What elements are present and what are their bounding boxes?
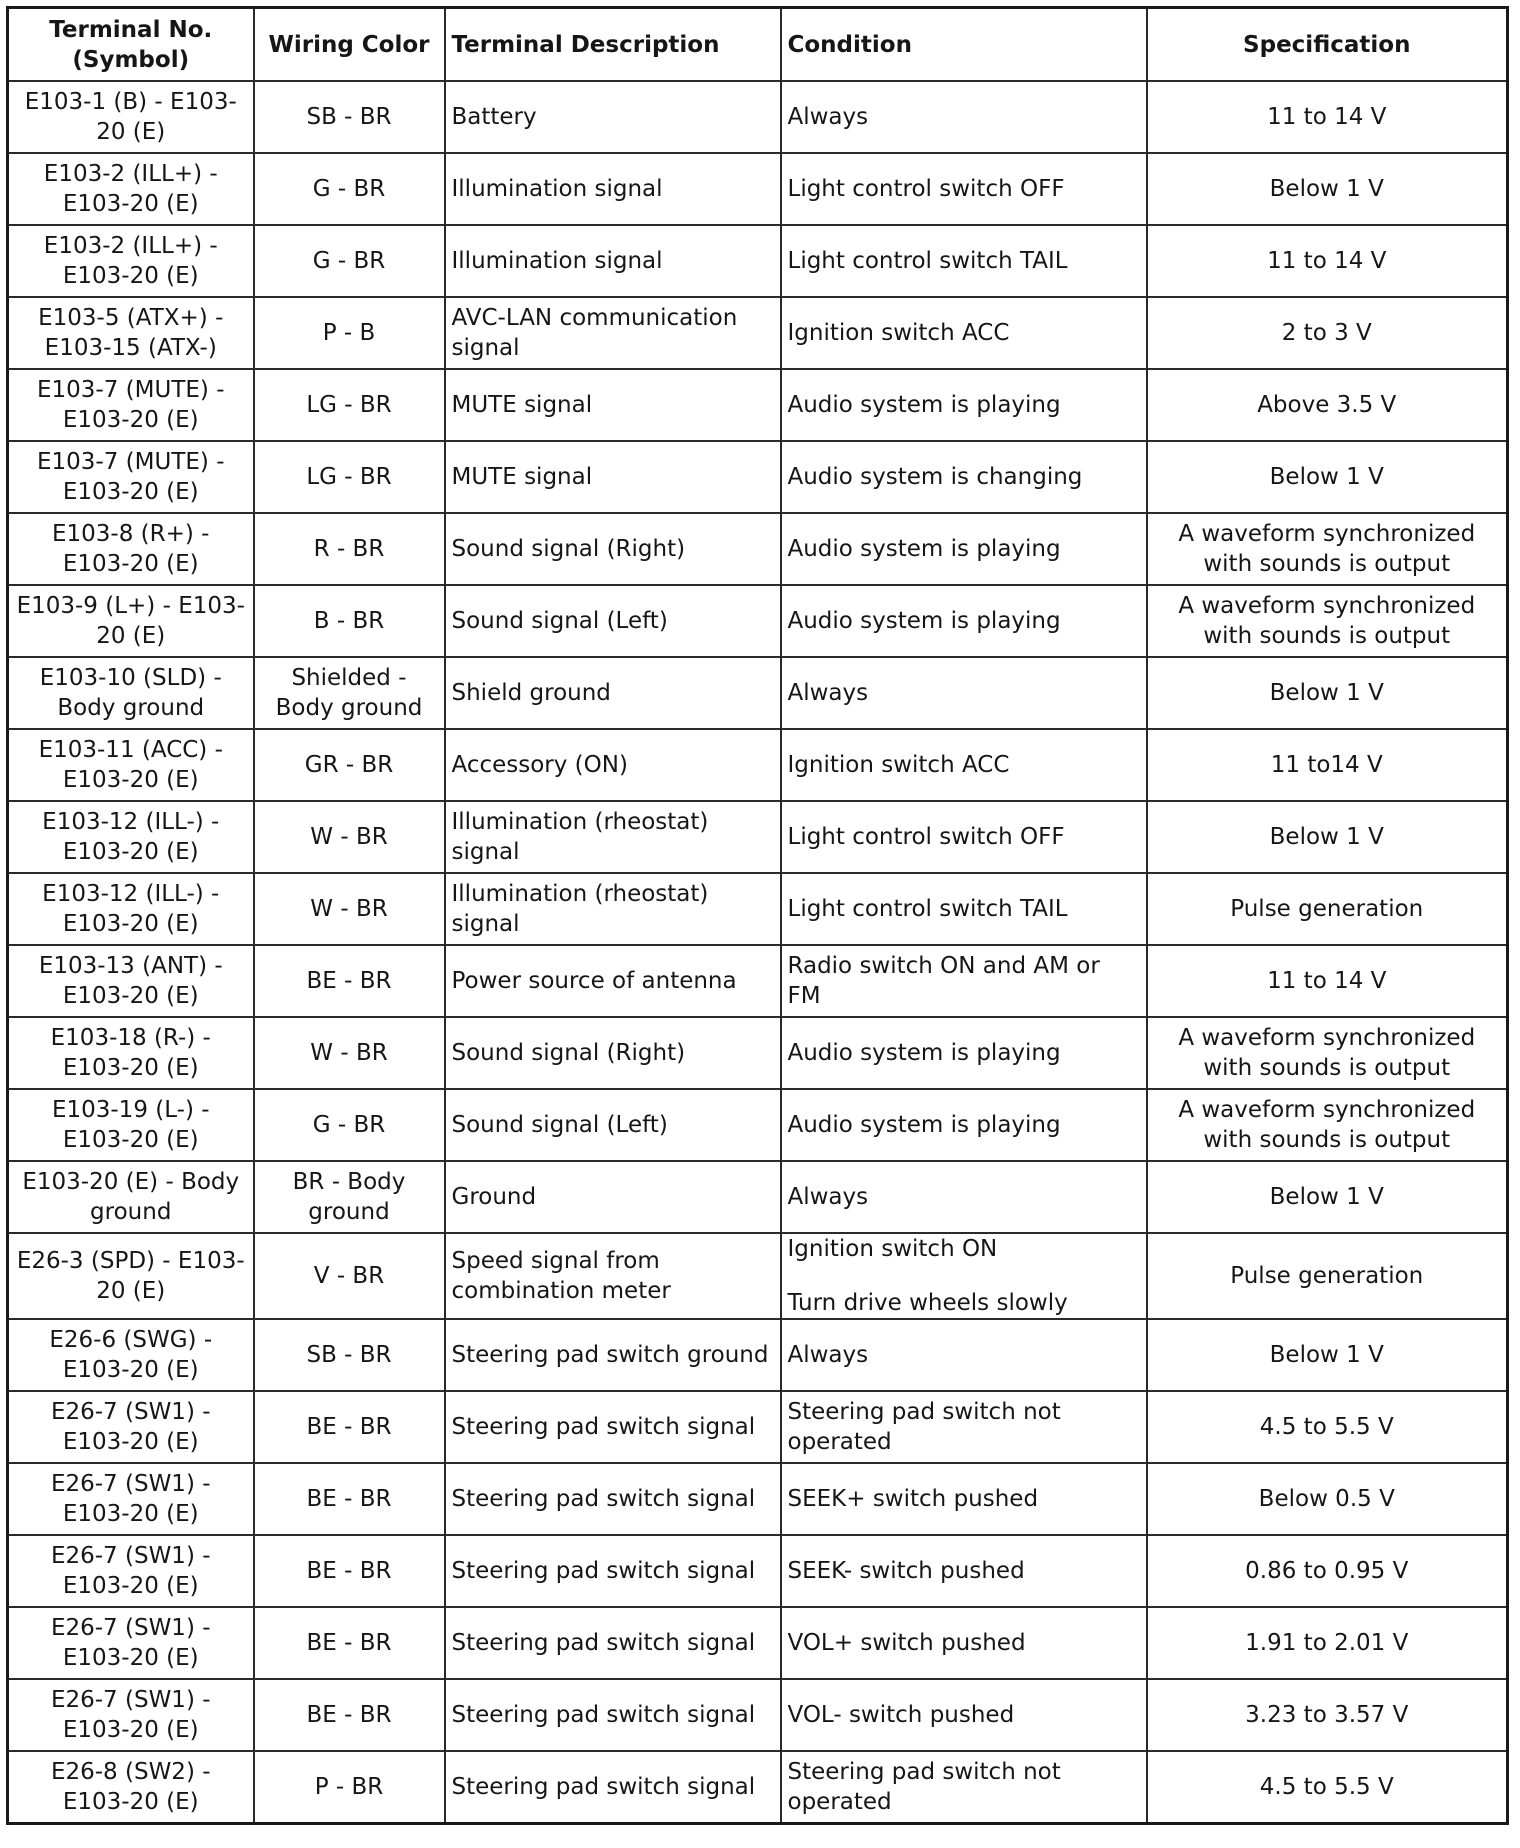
cell-condition: SEEK+ switch pushed [781,1463,1147,1535]
cell-wiring-color: W - BR [254,801,445,873]
table-row [8,1161,1508,1233]
table-row [8,1017,1508,1089]
cell-terminal: E103-11 (ACC) - E103-20 (E) [8,729,254,801]
cell-condition: Ignition switch ACC [781,297,1147,369]
cell-terminal: E103-19 (L-) - E103-20 (E) [8,1089,254,1161]
cell-condition: Audio system is playing [781,585,1147,657]
table-row [8,81,1508,153]
cell-specification: Below 1 V [1147,1161,1508,1233]
header-wiring-color: Wiring Color [254,8,445,82]
cell-specification: Pulse generation [1147,873,1508,945]
cell-terminal: E103-2 (ILL+) - E103-20 (E) [8,153,254,225]
cell-terminal: E26-3 (SPD) - E103-20 (E) [8,1233,254,1319]
cell-condition: Light control switch OFF [781,801,1147,873]
cell-terminal: E103-2 (ILL+) - E103-20 (E) [8,225,254,297]
cell-specification: 4.5 to 5.5 V [1147,1391,1508,1463]
cell-terminal: E103-12 (ILL-) - E103-20 (E) [8,873,254,945]
table-row [8,1233,1508,1319]
cell-terminal: E103-18 (R-) - E103-20 (E) [8,1017,254,1089]
cell-terminal: E103-1 (B) - E103-20 (E) [8,81,254,153]
cell-terminal-description: AVC-LAN communication signal [445,297,781,369]
cell-terminal-description: MUTE signal [445,441,781,513]
cell-specification: A waveform synchronized with sounds is output [1147,585,1508,657]
cell-specification: A waveform synchronized with sounds is output [1147,513,1508,585]
cell-wiring-color: BR - Body ground [254,1161,445,1233]
cell-specification: 0.86 to 0.95 V [1147,1535,1508,1607]
cell-terminal-description: Sound signal (Right) [445,513,781,585]
cell-wiring-color: BE - BR [254,1679,445,1751]
cell-specification: Above 3.5 V [1147,369,1508,441]
cell-condition: Always [781,81,1147,153]
header-specification: Specification [1147,8,1508,82]
cell-terminal: E103-5 (ATX+) - E103-15 (ATX-) [8,297,254,369]
cell-wiring-color: SB - BR [254,81,445,153]
condition-line-2: Turn drive wheels slowly [787,1290,1068,1316]
cell-terminal-description: Steering pad switch signal [445,1535,781,1607]
cell-terminal-description: Steering pad switch ground [445,1319,781,1391]
table-row [8,513,1508,585]
cell-terminal: E26-7 (SW1) - E103-20 (E) [8,1679,254,1751]
cell-specification: Below 1 V [1147,657,1508,729]
header-row [8,8,1508,82]
cell-terminal-description: Steering pad switch signal [445,1751,781,1824]
cell-terminal: E103-10 (SLD) - Body ground [8,657,254,729]
cell-condition: SEEK- switch pushed [781,1535,1147,1607]
cell-wiring-color: W - BR [254,1017,445,1089]
table-row [8,297,1508,369]
cell-specification: 11 to 14 V [1147,945,1508,1017]
cell-specification: 11 to14 V [1147,729,1508,801]
cell-terminal-description: Illumination (rheostat) signal [445,801,781,873]
cell-condition [781,1233,1147,1319]
cell-terminal: E103-8 (R+) - E103-20 (E) [8,513,254,585]
cell-terminal: E103-13 (ANT) - E103-20 (E) [8,945,254,1017]
cell-condition: Steering pad switch not operated [781,1751,1147,1824]
cell-terminal-description: Steering pad switch signal [445,1679,781,1751]
header-terminal: Terminal No. (Symbol) [8,8,254,82]
cell-wiring-color: V - BR [254,1233,445,1319]
table-row [8,1319,1508,1391]
cell-terminal: E26-7 (SW1) - E103-20 (E) [8,1463,254,1535]
table-row [8,1089,1508,1161]
cell-condition: VOL+ switch pushed [781,1607,1147,1679]
cell-condition: Light control switch OFF [781,153,1147,225]
cell-terminal: E26-7 (SW1) - E103-20 (E) [8,1607,254,1679]
table-row [8,225,1508,297]
cell-terminal-description: Sound signal (Left) [445,1089,781,1161]
cell-specification: A waveform synchronized with sounds is output [1147,1089,1508,1161]
table-row [8,1535,1508,1607]
cell-terminal-description: Shield ground [445,657,781,729]
cell-terminal-description: Speed signal from combination meter [445,1233,781,1319]
cell-terminal-description: Sound signal (Left) [445,585,781,657]
cell-wiring-color: LG - BR [254,369,445,441]
cell-wiring-color: G - BR [254,225,445,297]
cell-specification: Below 1 V [1147,801,1508,873]
cell-wiring-color: Shielded - Body ground [254,657,445,729]
cell-terminal-description: MUTE signal [445,369,781,441]
cell-wiring-color: BE - BR [254,1535,445,1607]
condition-line-1: Ignition switch ON [787,1236,998,1262]
cell-condition: Audio system is playing [781,513,1147,585]
cell-specification: Pulse generation [1147,1233,1508,1319]
cell-wiring-color: R - BR [254,513,445,585]
cell-terminal-description: Battery [445,81,781,153]
cell-terminal-description: Ground [445,1161,781,1233]
cell-terminal-description: Illumination signal [445,225,781,297]
cell-specification: A waveform synchronized with sounds is output [1147,1017,1508,1089]
table-row [8,1463,1508,1535]
table-row [8,1679,1508,1751]
cell-terminal: E26-6 (SWG) - E103-20 (E) [8,1319,254,1391]
cell-terminal-description: Steering pad switch signal [445,1391,781,1463]
cell-specification: 1.91 to 2.01 V [1147,1607,1508,1679]
table-row [8,153,1508,225]
cell-wiring-color: BE - BR [254,1391,445,1463]
cell-condition: Always [781,1161,1147,1233]
cell-wiring-color: BE - BR [254,1463,445,1535]
cell-specification: Below 1 V [1147,441,1508,513]
cell-condition: Always [781,657,1147,729]
cell-condition: Light control switch TAIL [781,873,1147,945]
cell-terminal-description: Accessory (ON) [445,729,781,801]
cell-terminal: E103-20 (E) - Body ground [8,1161,254,1233]
cell-condition: Audio system is playing [781,1089,1147,1161]
cell-wiring-color: W - BR [254,873,445,945]
cell-condition: Ignition switch ACC [781,729,1147,801]
cell-terminal: E103-7 (MUTE) - E103-20 (E) [8,369,254,441]
table-row [8,729,1508,801]
cell-wiring-color: BE - BR [254,945,445,1017]
cell-wiring-color: BE - BR [254,1607,445,1679]
cell-wiring-color: P - B [254,297,445,369]
table-row [8,873,1508,945]
table-row [8,369,1508,441]
cell-condition: Light control switch TAIL [781,225,1147,297]
cell-wiring-color: GR - BR [254,729,445,801]
cell-condition: Audio system is playing [781,369,1147,441]
cell-specification: 11 to 14 V [1147,81,1508,153]
cell-terminal-description: Power source of antenna [445,945,781,1017]
cell-condition: Always [781,1319,1147,1391]
table-row [8,1751,1508,1824]
cell-wiring-color: P - BR [254,1751,445,1824]
cell-terminal-description: Steering pad switch signal [445,1463,781,1535]
cell-terminal-description: Sound signal (Right) [445,1017,781,1089]
cell-specification: 2 to 3 V [1147,297,1508,369]
cell-terminal-description: Illumination signal [445,153,781,225]
terminal-spec-table [6,6,1509,1825]
cell-specification: Below 1 V [1147,1319,1508,1391]
cell-terminal: E103-12 (ILL-) - E103-20 (E) [8,801,254,873]
cell-wiring-color: G - BR [254,1089,445,1161]
cell-specification: 3.23 to 3.57 V [1147,1679,1508,1751]
cell-specification: 11 to 14 V [1147,225,1508,297]
cell-condition: VOL- switch pushed [781,1679,1147,1751]
cell-condition: Radio switch ON and AM or FM [781,945,1147,1017]
cell-condition: Audio system is playing [781,1017,1147,1089]
cell-wiring-color: B - BR [254,585,445,657]
cell-terminal: E26-8 (SW2) - E103-20 (E) [8,1751,254,1824]
cell-terminal-description: Steering pad switch signal [445,1607,781,1679]
cell-terminal: E26-7 (SW1) - E103-20 (E) [8,1391,254,1463]
header-terminal-description: Terminal Description [445,8,781,82]
cell-wiring-color: LG - BR [254,441,445,513]
header-condition: Condition [781,8,1147,82]
cell-specification: Below 1 V [1147,153,1508,225]
table-row [8,1391,1508,1463]
cell-condition: Audio system is changing [781,441,1147,513]
table-row [8,1607,1508,1679]
table-header [8,8,1508,82]
cell-specification: 4.5 to 5.5 V [1147,1751,1508,1824]
cell-terminal: E103-9 (L+) - E103-20 (E) [8,585,254,657]
table-row [8,441,1508,513]
cell-terminal: E103-7 (MUTE) - E103-20 (E) [8,441,254,513]
table-row [8,657,1508,729]
cell-specification: Below 0.5 V [1147,1463,1508,1535]
table-body [8,81,1508,1824]
table-row [8,585,1508,657]
cell-condition: Steering pad switch not operated [781,1391,1147,1463]
table-row [8,801,1508,873]
cell-terminal: E26-7 (SW1) - E103-20 (E) [8,1535,254,1607]
cell-terminal-description: Illumination (rheostat) signal [445,873,781,945]
cell-wiring-color: G - BR [254,153,445,225]
cell-wiring-color: SB - BR [254,1319,445,1391]
table-row [8,945,1508,1017]
